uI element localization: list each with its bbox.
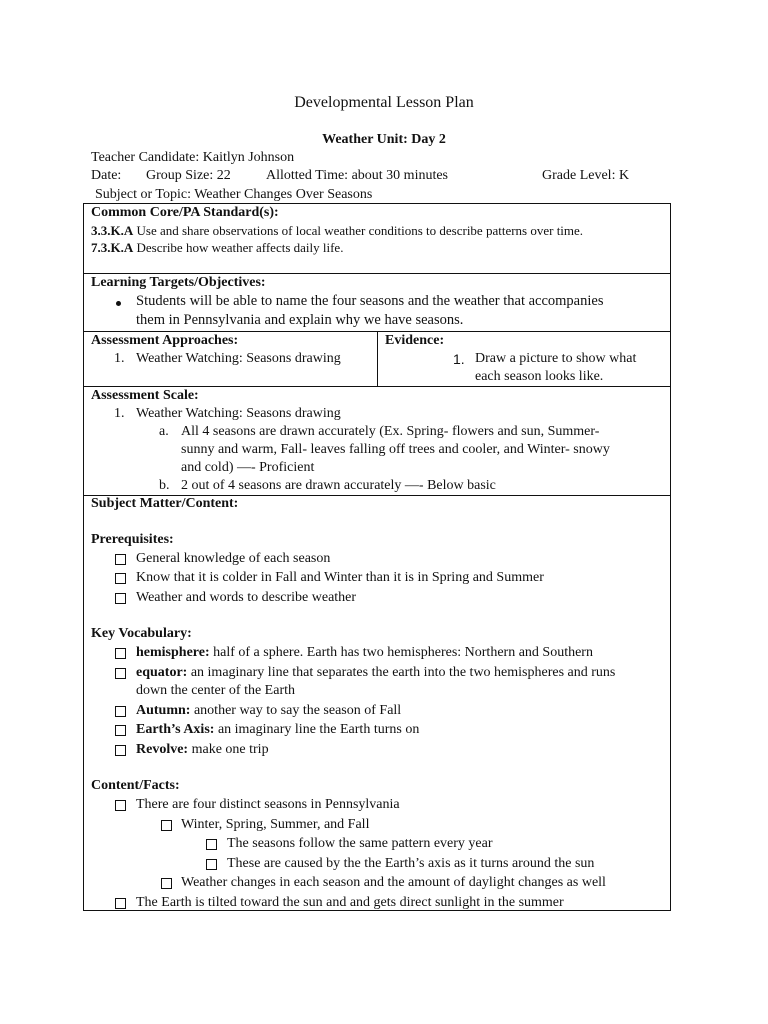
lesson-plan-table (83, 203, 671, 911)
vocab-def: make one trip (188, 742, 269, 757)
checkbox-icon (161, 878, 172, 889)
fact-item: These are caused by the the Earth’s axis as it turns around the sun (227, 856, 595, 871)
objectives-heading: Learning Targets/Objectives: (91, 275, 266, 290)
vocab-continuation: down the center of the Earth (136, 683, 295, 698)
vocab-def: another way to say the season of Fall (190, 703, 402, 718)
vocab-heading: Key Vocabulary: (91, 626, 192, 641)
evidence-line: each season looks like. (475, 369, 604, 384)
prereq-item: Know that it is colder in Fall and Winter than it is in Spring and Summer (136, 570, 544, 585)
vocab-term: equator: (136, 665, 188, 680)
date-label: Date: (91, 168, 122, 183)
checkbox-icon (115, 898, 126, 909)
vocab-term: hemisphere: (136, 645, 210, 660)
checkbox-icon (206, 839, 217, 850)
standard-item (91, 240, 343, 256)
vocab-item (136, 722, 419, 738)
grade-level: Grade Level: K (542, 168, 630, 183)
vocab-def: half of a sphere. Earth has two hemispheres: Northern and Southern (209, 645, 593, 660)
checkbox-icon (115, 800, 126, 811)
vocab-item (136, 742, 269, 758)
standards-heading: Common Core/PA Standard(s): (91, 205, 279, 220)
checkbox-icon (115, 706, 126, 717)
checkbox-icon (115, 668, 126, 679)
scale-item: Weather Watching: Seasons drawing (136, 406, 341, 421)
assessment-item: Weather Watching: Seasons drawing (136, 351, 341, 366)
bullet-icon (116, 301, 121, 306)
evidence-line: Draw a picture to show what (475, 351, 637, 366)
scale-heading: Assessment Scale: (91, 388, 199, 403)
scale-b-label: b. (159, 478, 170, 493)
vocab-item (136, 703, 401, 719)
assessment-scale-section (84, 387, 670, 496)
fact-item: Weather changes in each season and the amount of daylight changes as well (181, 875, 606, 890)
objective-line: them in Pennsylvania and explain why we have seasons. (136, 312, 464, 328)
vocab-term: Revolve: (136, 742, 189, 757)
allotted-time: Allotted Time: about 30 minutes (266, 168, 449, 183)
unit-title: Weather Unit: Day 2 (322, 132, 446, 147)
prereq-item: General knowledge of each season (136, 551, 331, 566)
scale-a-label: a. (159, 424, 169, 439)
prereq-item: Weather and words to describe weather (136, 590, 357, 605)
evidence-num: 1. (453, 351, 465, 367)
assessment-heading: Assessment Approaches: (91, 333, 239, 348)
checkbox-icon (115, 593, 126, 604)
assessment-num: 1. (114, 351, 125, 366)
facts-heading: Content/Facts: (91, 778, 180, 793)
fact-item: There are four distinct seasons in Pennsylvania (136, 797, 400, 812)
teacher-line: Teacher Candidate: Kaitlyn Johnson (91, 150, 295, 165)
checkbox-icon (115, 725, 126, 736)
vocab-def: an imaginary line the Earth turns on (214, 722, 420, 737)
group-size: Group Size: 22 (146, 168, 231, 183)
scale-b-line: 2 out of 4 seasons are drawn accurately —- Below basic (181, 478, 496, 493)
scale-a-line: and cold) —- Proficient (181, 460, 315, 475)
standard-code: 7.3.K.A (91, 240, 134, 255)
checkbox-icon (115, 745, 126, 756)
scale-num: 1. (114, 406, 125, 421)
content-section (84, 496, 670, 911)
checkbox-icon (206, 859, 217, 870)
fact-item: The seasons follow the same pattern every year (227, 836, 493, 851)
fact-item: The Earth is tilted toward the sun and and gets direct sunlight in the summer (136, 895, 564, 910)
column-divider (377, 332, 378, 386)
checkbox-icon (161, 820, 172, 831)
page-title: Developmental Lesson Plan (294, 94, 474, 111)
fact-item: Winter, Spring, Summer, and Fall (181, 817, 370, 832)
standards-section (84, 204, 670, 274)
vocab-item (136, 665, 615, 681)
prereq-heading: Prerequisites: (91, 532, 174, 547)
standard-text: Use and share observations of local weather conditions to describe patterns over time. (133, 223, 584, 238)
vocab-term: Autumn: (136, 703, 191, 718)
evidence-heading: Evidence: (385, 333, 445, 348)
objective-line: Students will be able to name the four seasons and the weather that accompanies (136, 293, 604, 309)
checkbox-icon (115, 648, 126, 659)
content-heading: Subject Matter/Content: (91, 496, 239, 511)
objectives-section (84, 274, 670, 332)
vocab-term: Earth’s Axis: (136, 722, 215, 737)
standard-text: Describe how weather affects daily life. (133, 240, 344, 255)
standard-code: 3.3.K.A (91, 223, 134, 238)
vocab-def: an imaginary line that separates the earth into the two hemispheres and runs (187, 665, 616, 680)
checkbox-icon (115, 554, 126, 565)
vocab-item (136, 645, 593, 661)
scale-a-line: sunny and warm, Fall- leaves falling off trees and cooler, and Winter- snowy (181, 442, 610, 457)
subject-line: Subject or Topic: Weather Changes Over Seasons (95, 187, 373, 202)
assessment-section (84, 332, 670, 387)
standard-item (91, 223, 583, 239)
checkbox-icon (115, 573, 126, 584)
scale-a-line: All 4 seasons are drawn accurately (Ex. Spring- flowers and sun, Summer- (181, 424, 600, 439)
